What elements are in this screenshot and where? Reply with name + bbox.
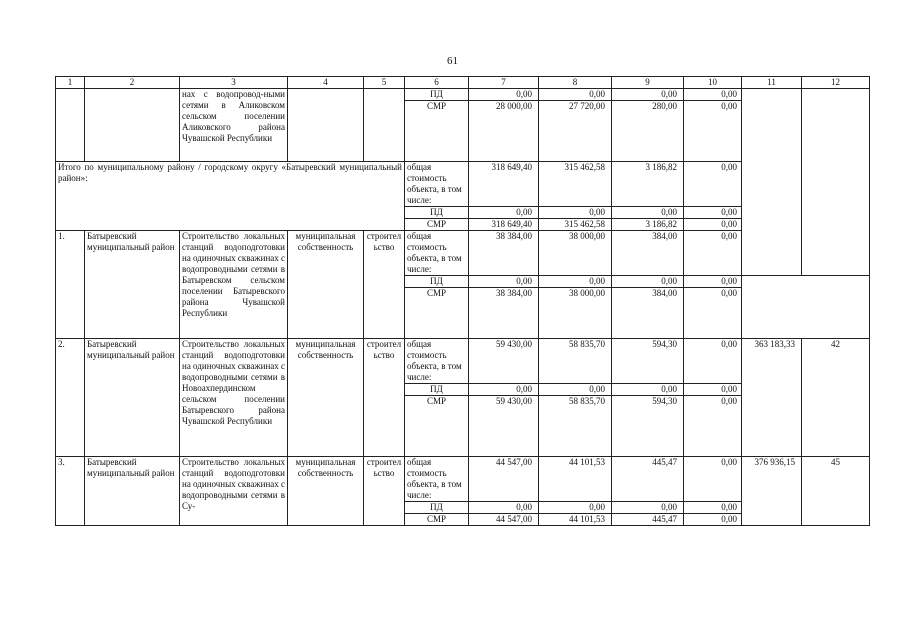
column-header: 3 <box>180 77 288 89</box>
cell-value: 0,00 <box>612 207 684 219</box>
cell-value: 0,00 <box>684 502 742 514</box>
cell-cost-type: общая стоимость объекта, в том числе: <box>405 162 469 207</box>
cell-value: 315 462,58 <box>539 219 612 231</box>
cell-description: Строительство локальных станций водоподготовки на одиночных скважинах с водопроводными сетями в Батыревском сельском поселении Батыревского района Чувашской Республики <box>180 231 288 339</box>
cell-empty <box>364 89 405 162</box>
cell-cost-type: СМР <box>405 514 469 526</box>
cell-district: Батыревский муниципальный район <box>85 457 180 526</box>
cell-value: 3 186,82 <box>612 162 684 207</box>
cell-value: 27 720,00 <box>539 101 612 162</box>
cell-description: нах с водопровод-ными сетями в Аликовском сельском поселении Аликовского района Чувашской Республики <box>180 89 288 162</box>
cell-work-type: строительство <box>364 457 405 526</box>
column-header: 8 <box>539 77 612 89</box>
cell-value: 0,00 <box>469 89 539 101</box>
cell-cost-type: общая стоимость объекта, в том числе: <box>405 231 469 276</box>
cell-value: 0,00 <box>684 339 742 384</box>
column-header: 7 <box>469 77 539 89</box>
cell-value: 28 000,00 <box>469 101 539 162</box>
cell-empty <box>85 89 180 162</box>
cell-value: 0,00 <box>684 384 742 396</box>
cell-value: 0,00 <box>469 276 539 288</box>
cell-cost-type: ПД <box>405 384 469 396</box>
cell-value: 0,00 <box>612 384 684 396</box>
cell-value: 38 000,00 <box>539 288 612 339</box>
column-header: 4 <box>288 77 364 89</box>
cell-value: 0,00 <box>684 231 742 276</box>
cell-value: 0,00 <box>539 89 612 101</box>
cell-row-number: 3. <box>56 457 85 526</box>
cell-value: 315 462,58 <box>539 162 612 207</box>
cell-value: 58 835,70 <box>539 339 612 384</box>
cell-value: 38 384,00 <box>469 231 539 276</box>
cell-ownership: муниципальная собственность <box>288 339 364 457</box>
cell-col12: 42 <box>802 339 870 457</box>
cell-value: 0,00 <box>684 288 742 339</box>
cell-value: 445,47 <box>612 514 684 526</box>
cell-ownership: муниципальная собственность <box>288 457 364 526</box>
cell-value: 0,00 <box>684 219 742 231</box>
cell-cost-type: СМР <box>405 101 469 162</box>
cell-cost-type: ПД <box>405 502 469 514</box>
cell-cost-type: ПД <box>405 89 469 101</box>
cell-value: 384,00 <box>612 231 684 276</box>
column-header: 11 <box>742 77 802 89</box>
cell-cost-type: общая стоимость объекта, в том числе: <box>405 339 469 384</box>
cell-value: 0,00 <box>684 457 742 502</box>
cell-value: 594,30 <box>612 396 684 457</box>
cell-cost-type: ПД <box>405 276 469 288</box>
cell-cost-type: ПД <box>405 207 469 219</box>
cell-value: 59 430,00 <box>469 396 539 457</box>
column-header: 6 <box>405 77 469 89</box>
cell-row-number: 1. <box>56 231 85 339</box>
cell-value: 280,00 <box>612 101 684 162</box>
cell-cost-type: СМР <box>405 288 469 339</box>
cell-empty <box>288 89 364 162</box>
cell-cost-type: СМР <box>405 219 469 231</box>
cell-value: 0,00 <box>539 207 612 219</box>
table-row <box>56 339 870 384</box>
cell-work-type: строительство <box>364 339 405 457</box>
cell-description: Строительство локальных станций водоподготовки на одиночных скважинах с водопроводными сетями в Су- <box>180 457 288 526</box>
column-header: 1 <box>56 77 85 89</box>
cell-value: 38 384,00 <box>469 288 539 339</box>
cell-value: 44 547,00 <box>469 457 539 502</box>
cell-value: 594,30 <box>612 339 684 384</box>
cell-value: 44 101,53 <box>539 514 612 526</box>
cell-value: 0,00 <box>684 101 742 162</box>
cell-value: 0,00 <box>684 162 742 207</box>
cell-district: Батыревский муниципальный район <box>85 231 180 339</box>
cell-value: 0,00 <box>469 502 539 514</box>
header-row <box>56 77 870 89</box>
cell-value: 59 430,00 <box>469 339 539 384</box>
column-header: 2 <box>85 77 180 89</box>
cell-value: 445,47 <box>612 457 684 502</box>
column-header: 5 <box>364 77 405 89</box>
page-number: 61 <box>447 55 458 67</box>
cell-value: 0,00 <box>684 514 742 526</box>
investment-table <box>55 76 870 526</box>
cell-district: Батыревский муниципальный район <box>85 339 180 457</box>
cell-description: Строительство локальных станций водоподготовки на одиночных скважинах с водопроводными сетями в Новоахпердинском сельском поселении Батыревского района Чувашской Республики <box>180 339 288 457</box>
cell-value: 38 000,00 <box>539 231 612 276</box>
table-row <box>56 457 870 502</box>
cell-value: 318 649,40 <box>469 219 539 231</box>
cell-col11: 376 936,15 <box>742 457 802 526</box>
cell-cost-type: общая стоимость объекта, в том числе: <box>405 457 469 502</box>
cell-row-number: 2. <box>56 339 85 457</box>
cell-empty <box>742 89 802 276</box>
cell-value: 0,00 <box>684 276 742 288</box>
cell-value: 44 547,00 <box>469 514 539 526</box>
cell-value: 0,00 <box>612 89 684 101</box>
cell-value: 44 101,53 <box>539 457 612 502</box>
cell-col12: 45 <box>802 457 870 526</box>
cell-ownership: муниципальная собственность <box>288 231 364 339</box>
cell-value: 0,00 <box>684 207 742 219</box>
cell-value: 58 835,70 <box>539 396 612 457</box>
cell-value: 0,00 <box>469 384 539 396</box>
cell-col11: 363 183,33 <box>742 339 802 457</box>
subtotal-label: Итого по муниципальному району / городскому округу «Батыревский муниципальный район»: <box>56 162 405 231</box>
cell-empty <box>802 89 870 276</box>
cell-value: 318 649,40 <box>469 162 539 207</box>
column-header: 10 <box>684 77 742 89</box>
cell-value: 0,00 <box>684 396 742 457</box>
column-header: 12 <box>802 77 870 89</box>
cell-value: 0,00 <box>684 89 742 101</box>
cell-value: 0,00 <box>539 276 612 288</box>
table-row <box>56 89 870 101</box>
column-header: 9 <box>612 77 684 89</box>
cell-work-type: строительство <box>364 231 405 339</box>
cell-value: 0,00 <box>612 276 684 288</box>
cell-cost-type: СМР <box>405 396 469 457</box>
cell-value: 0,00 <box>539 384 612 396</box>
cell-value: 0,00 <box>612 502 684 514</box>
cell-value: 384,00 <box>612 288 684 339</box>
cell-value: 3 186,82 <box>612 219 684 231</box>
cell-empty <box>56 89 85 162</box>
cell-value: 0,00 <box>469 207 539 219</box>
cell-value: 0,00 <box>539 502 612 514</box>
